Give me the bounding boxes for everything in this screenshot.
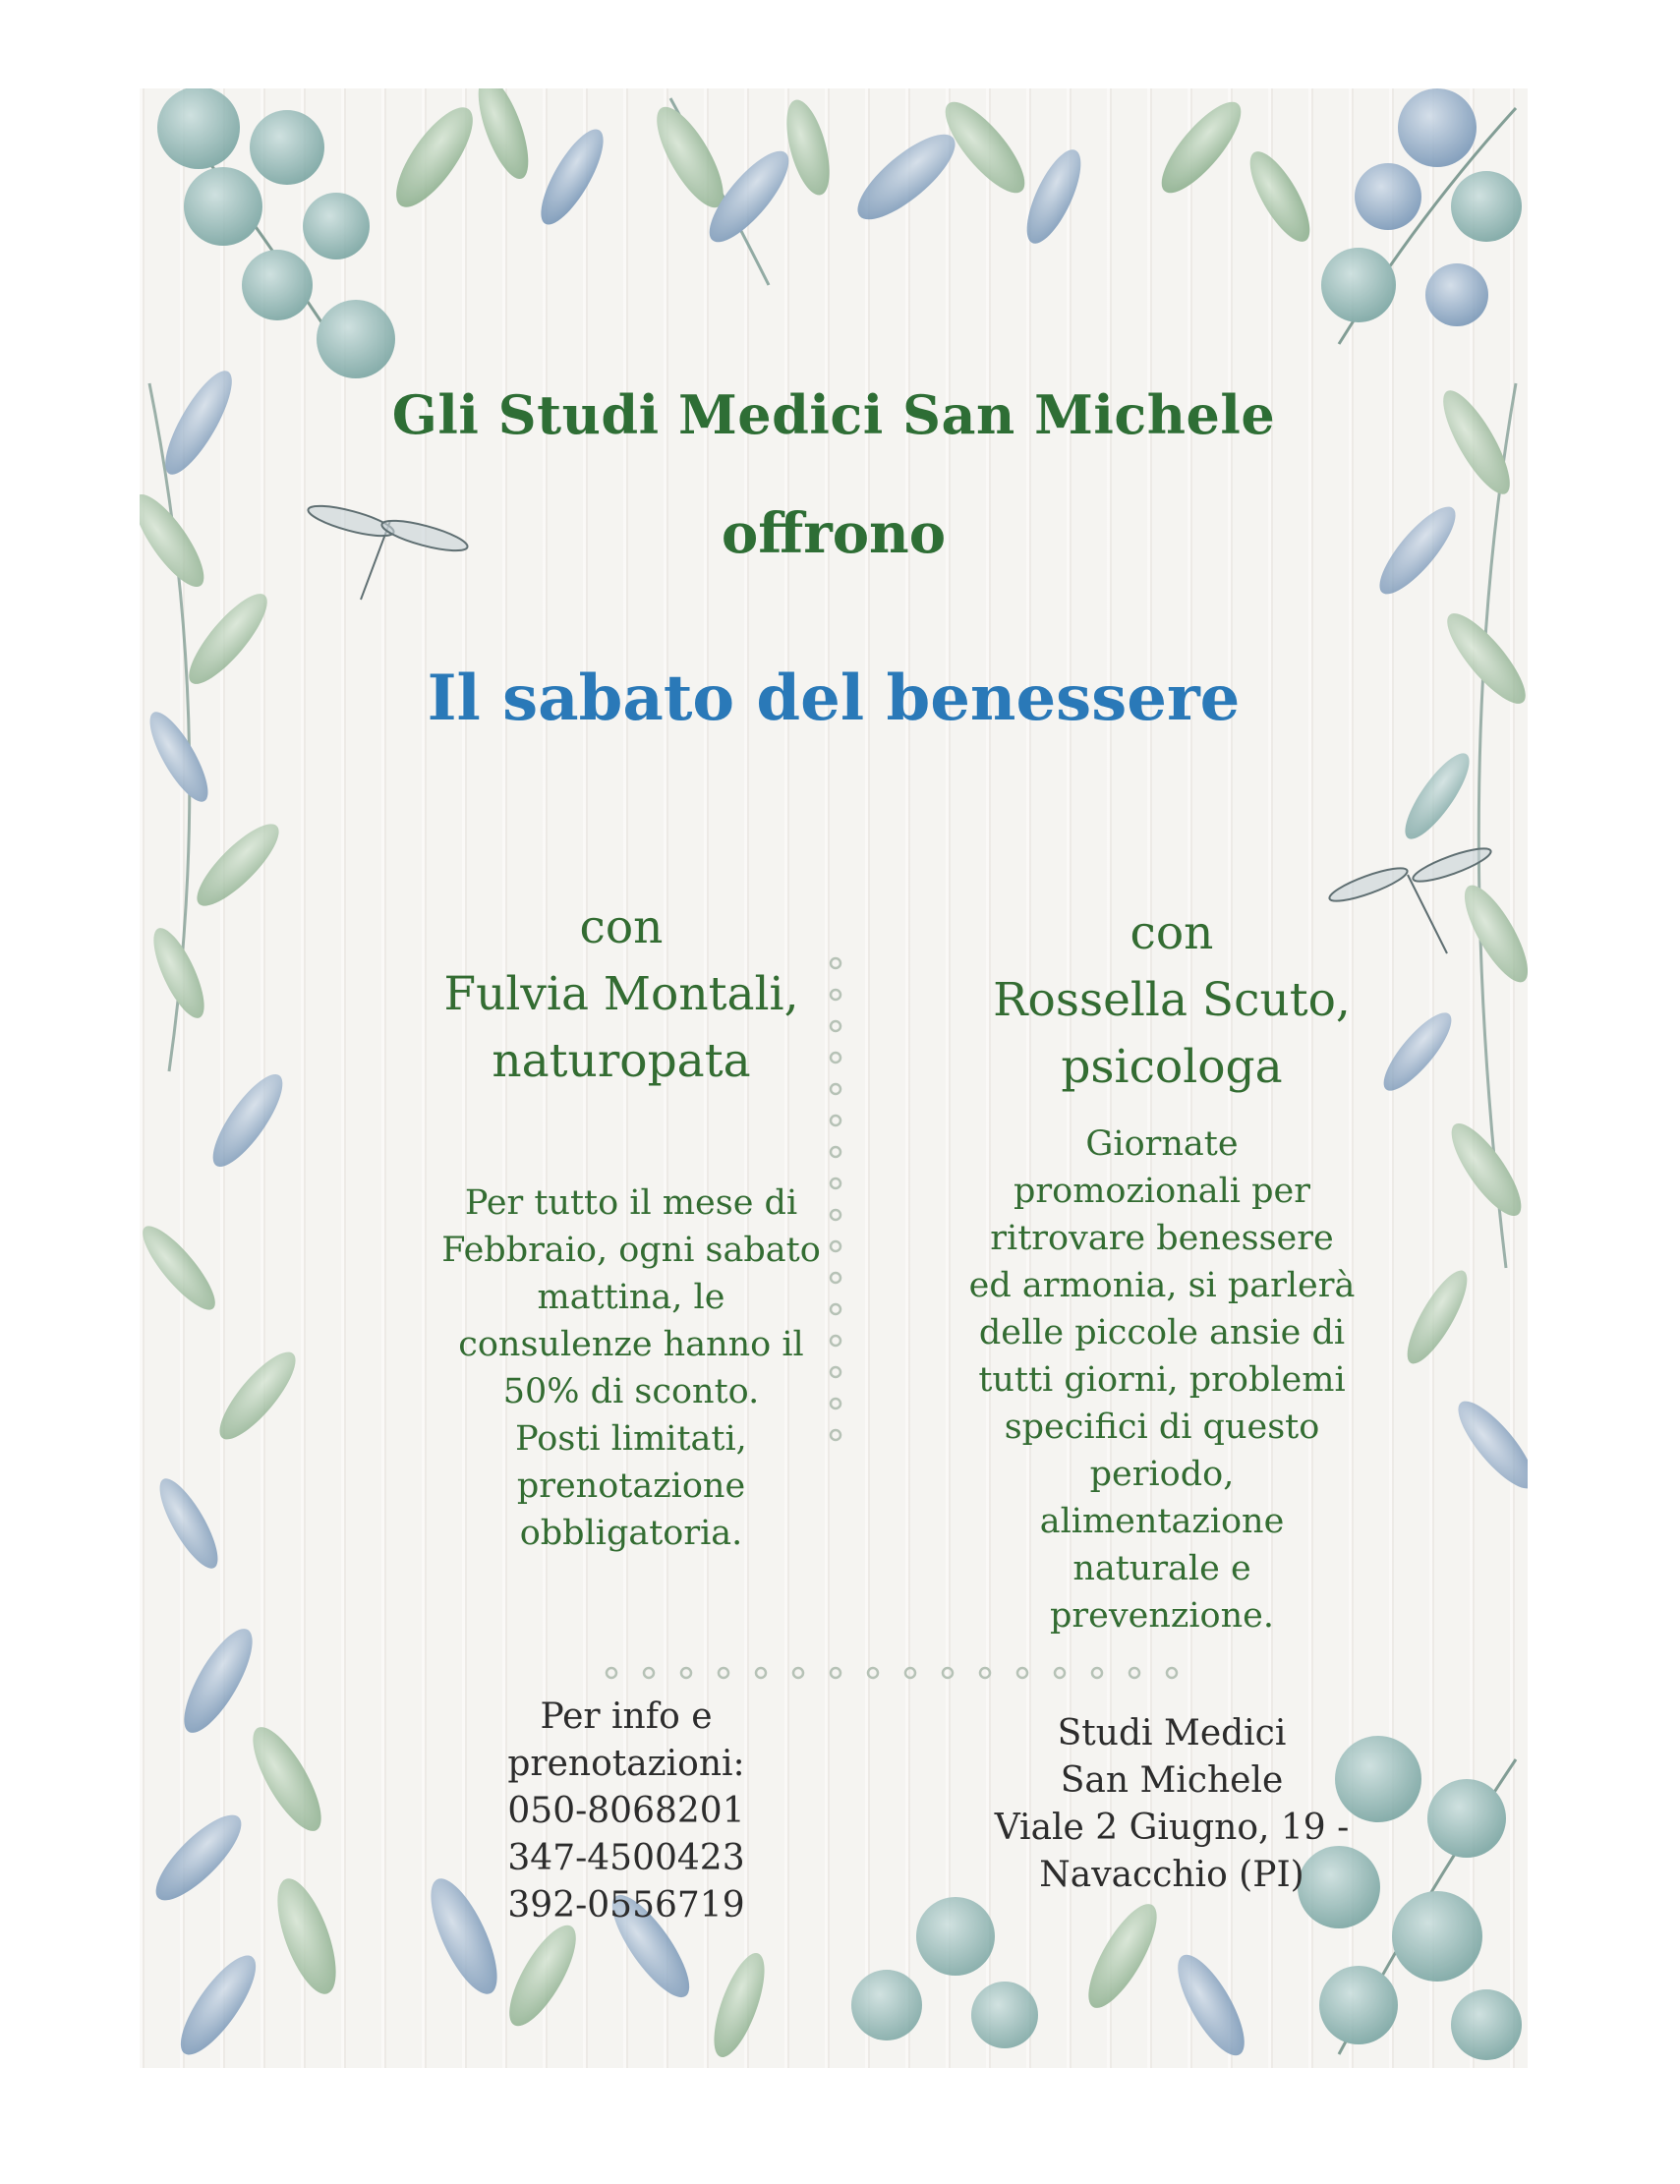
left-name: Fulvia Montali, bbox=[443, 967, 799, 1021]
left-body-line: 50% di sconto. bbox=[502, 1372, 760, 1411]
right-name: Rossella Scuto, bbox=[993, 973, 1351, 1027]
address-line: Viale 2 Giugno, 19 - bbox=[994, 1808, 1350, 1848]
right-body-line: Giornate bbox=[1085, 1124, 1239, 1164]
info-line: Per info e bbox=[540, 1696, 713, 1737]
offrono-text: offrono bbox=[721, 501, 947, 566]
phone-number: 392-0556719 bbox=[507, 1885, 745, 1925]
left-role: naturopata bbox=[492, 1034, 751, 1088]
left-description bbox=[376, 1179, 887, 1557]
right-body-line: periodo, bbox=[1089, 1455, 1235, 1494]
right-body-line: alimentazione bbox=[1039, 1502, 1285, 1541]
info-line: prenotazioni: bbox=[507, 1744, 745, 1784]
right-body-line: ed armonia, si parlerà bbox=[968, 1266, 1356, 1305]
left-body-line: prenotazione bbox=[516, 1466, 746, 1506]
left-body-line: Posti limitati, bbox=[515, 1419, 747, 1459]
right-column-heading bbox=[887, 900, 1457, 1101]
horizontal-dotted-divider bbox=[602, 1666, 1211, 1680]
flyer-card bbox=[140, 88, 1528, 2068]
studio-title: Gli Studi Medici San Michele bbox=[391, 383, 1276, 446]
vertical-dotted-divider bbox=[829, 953, 842, 1455]
right-body-line: tutti giorni, problemi bbox=[978, 1360, 1346, 1400]
right-role: psicologa bbox=[1061, 1040, 1283, 1094]
address-line: San Michele bbox=[1060, 1760, 1284, 1801]
clinic-address bbox=[887, 1710, 1457, 1899]
booking-info bbox=[415, 1694, 838, 1929]
right-description bbox=[867, 1121, 1457, 1639]
right-body-line: naturale e bbox=[1072, 1549, 1251, 1588]
address-line: Navacchio (PI) bbox=[1039, 1855, 1304, 1895]
left-body-line: mattina, le bbox=[537, 1278, 725, 1317]
left-column-heading bbox=[356, 894, 887, 1095]
right-body-line: delle piccole ansie di bbox=[978, 1313, 1346, 1352]
phone-number: 347-4500423 bbox=[507, 1838, 745, 1878]
left-body-line: obbligatoria. bbox=[519, 1514, 743, 1553]
right-con: con bbox=[1130, 906, 1214, 960]
right-body-line: specifici di questo bbox=[1004, 1408, 1320, 1447]
left-con: con bbox=[579, 900, 664, 954]
address-line: Studi Medici bbox=[1057, 1713, 1287, 1753]
phone-number: 050-8068201 bbox=[507, 1791, 745, 1831]
event-title: Il sabato del benessere bbox=[427, 661, 1241, 735]
left-body-line: Febbraio, ogni sabato bbox=[441, 1231, 821, 1270]
right-body-line: promozionali per bbox=[1014, 1172, 1310, 1211]
left-body-line: consulenze hanno il bbox=[458, 1325, 804, 1364]
right-body-line: ritrovare benessere bbox=[990, 1219, 1334, 1258]
right-body-line: prevenzione. bbox=[1050, 1596, 1274, 1636]
left-body-line: Per tutto il mese di bbox=[464, 1183, 798, 1223]
